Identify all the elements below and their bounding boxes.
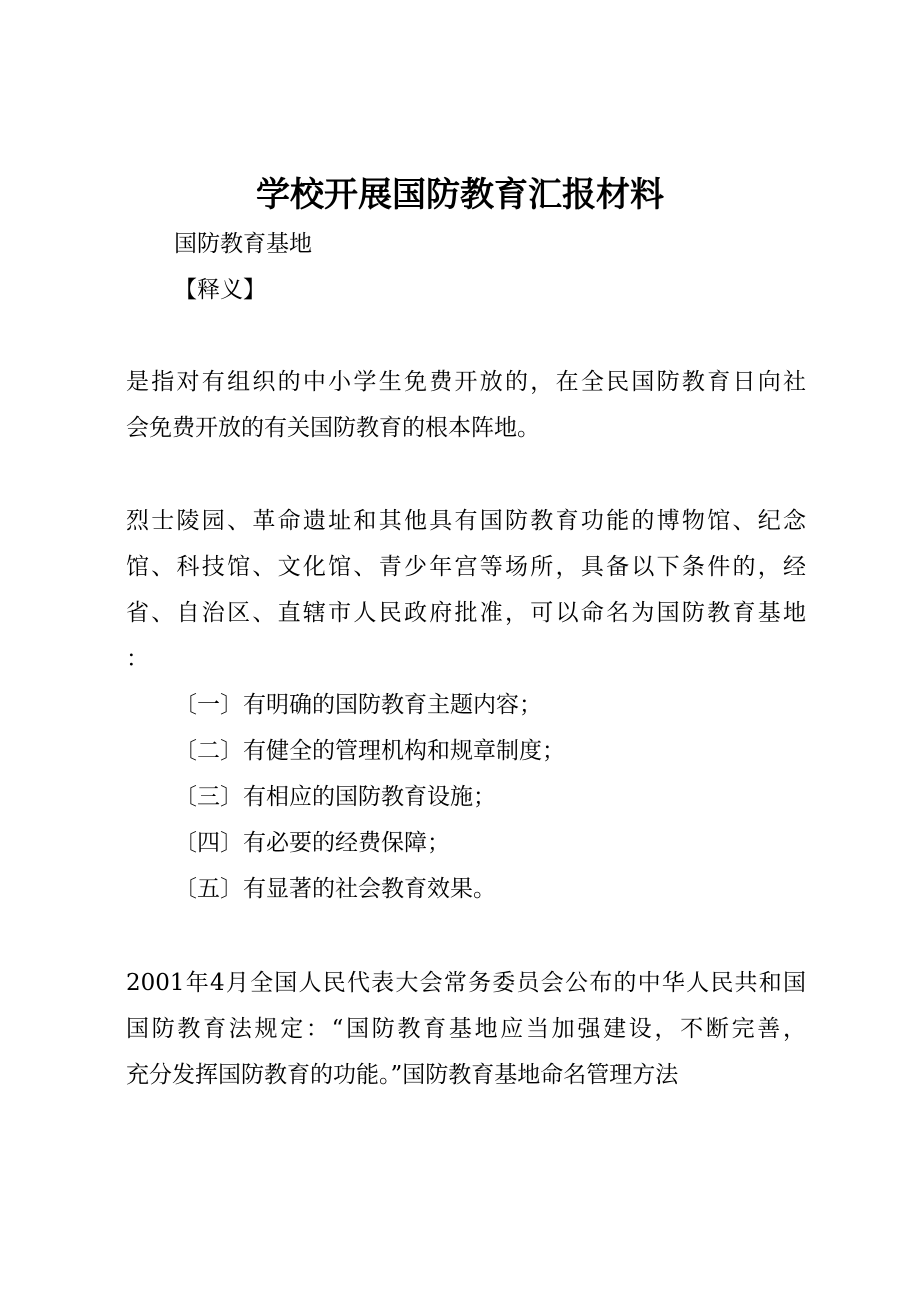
condition-item: 〔四〕有必要的经费保障； — [174, 830, 450, 856]
document-title: 学校开展国防教育汇报材料 — [256, 175, 664, 215]
definition-label: 【释义】 — [174, 277, 266, 303]
paragraph2-line: 烈士陵园、革命遗址和其他具有国防教育功能的博物馆、纪念 — [126, 508, 806, 534]
subtitle: 国防教育基地 — [174, 231, 312, 257]
paragraph3-line: 充分发挥国防教育的功能。”国防教育基地命名管理方法 — [126, 1062, 679, 1088]
paragraph1-line: 会免费开放的有关国防教育的根本阵地。 — [126, 415, 540, 441]
paragraph2-line: ： — [126, 646, 149, 672]
paragraph2-line: 省、自治区、直辖市人民政府批准，可以命名为国防教育基地 — [126, 600, 806, 626]
paragraph2-line: 馆、科技馆、文化馆、青少年宫等场所，具备以下条件的，经 — [126, 554, 806, 580]
paragraph3-line: 2001年4月全国人民代表大会常务委员会公布的中华人民共和国 — [126, 970, 806, 996]
paragraph3-line: 国防教育法规定：“国防教育基地应当加强建设，不断完善， — [126, 1016, 806, 1042]
condition-item: 〔三〕有相应的国防教育设施； — [174, 784, 496, 810]
paragraph1-line: 是指对有组织的中小学生免费开放的，在全民国防教育日向社 — [126, 369, 806, 395]
condition-item: 〔五〕有显著的社会教育效果。 — [174, 876, 496, 902]
condition-item: 〔二〕有健全的管理机构和规章制度； — [174, 738, 565, 764]
condition-item: 〔一〕有明确的国防教育主题内容； — [174, 692, 542, 718]
